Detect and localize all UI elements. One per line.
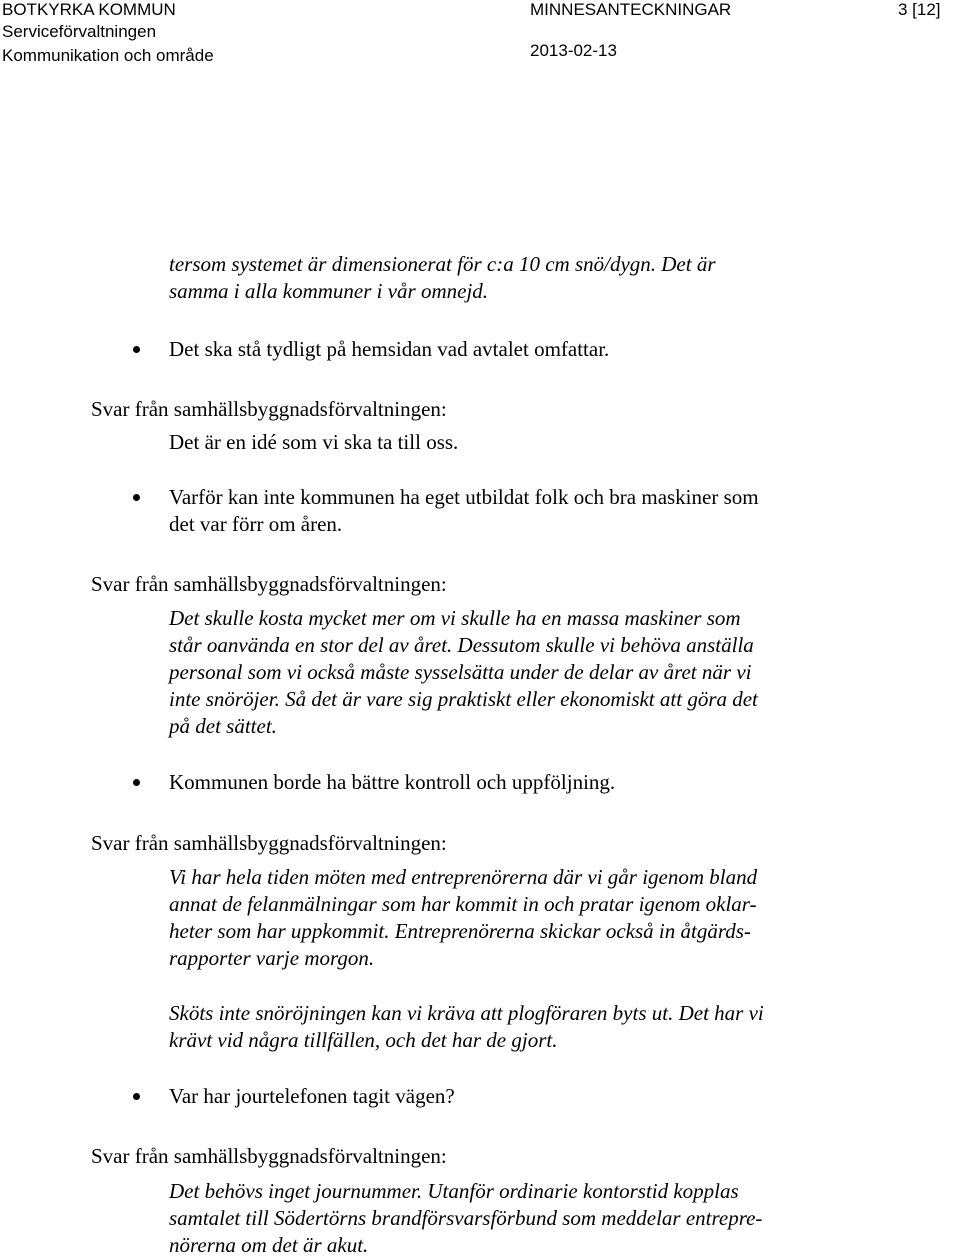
question-1: Det ska stå tydligt på hemsidan vad avtalet omfattar. <box>169 337 610 361</box>
text-line: nörerna om det är akut. <box>169 1233 369 1257</box>
document-date: 2013-02-13 <box>530 41 617 60</box>
text-line: Sköts inte snöröjningen kan vi kräva att plogföraren byts ut. Det har vi <box>169 1001 764 1025</box>
answer-1: Det är en idé som vi ska ta till oss. <box>169 430 459 454</box>
bullet-icon <box>133 346 140 353</box>
response-label-4: Svar från samhällsbyggnadsförvaltningen: <box>91 1144 447 1168</box>
text-line: annat de felanmälningar som har kommit in och pratar igenom oklar- <box>169 892 757 916</box>
text-line: heter som har uppkommit. Entreprenörerna skickar också in åtgärds- <box>169 919 751 943</box>
text-line: Det behövs inget journummer. Utanför ordinarie kontorstid kopplas <box>169 1179 739 1203</box>
bullet-icon <box>133 1093 140 1100</box>
text-line: Vi har hela tiden möten med entreprenörerna där vi går igenom bland <box>169 865 758 889</box>
text-line: samma i alla kommuner i vår omnejd. <box>169 279 489 303</box>
text-line: samtalet till Södertörns brandförsvarsförbund som meddelar entrepre- <box>169 1206 763 1230</box>
org-name: BOTKYRKA KOMMUN <box>2 0 176 19</box>
text-line: Varför kan inte kommunen ha eget utbildat folk och bra maskiner som <box>169 485 759 509</box>
question-4: Var har jourtelefonen tagit vägen? <box>169 1084 455 1108</box>
text-line: inte snöröjer. Så det är vare sig praktiskt eller ekonomiskt att göra det <box>169 687 758 711</box>
text-line: det var förr om åren. <box>169 512 343 536</box>
answer-3 <box>169 864 849 972</box>
response-label-1: Svar från samhällsbyggnadsförvaltningen: <box>91 397 447 421</box>
answer-4 <box>169 1178 849 1259</box>
department-name: Serviceförvaltningen <box>2 22 157 41</box>
page-number: 3 [12] <box>898 0 941 19</box>
answer-2 <box>169 605 849 740</box>
text-line: rapporter varje morgon. <box>169 946 375 970</box>
text-line: står oanvända en stor del av året. Dessutom skulle vi behöva anställa <box>169 633 754 657</box>
response-label-3: Svar från samhällsbyggnadsförvaltningen: <box>91 831 447 855</box>
answer-3-continued <box>169 1000 849 1054</box>
question-2 <box>169 484 849 538</box>
document-type: MINNESANTECKNINGAR <box>530 0 732 19</box>
text-line: Det skulle kosta mycket mer om vi skulle ha en massa maskiner som <box>169 606 741 630</box>
text-line: personal som vi också måste sysselsätta under de delar av året när vi <box>169 660 752 684</box>
text-line: tersom systemet är dimensionerat för c:a 10 cm snö/dygn. Det är <box>169 252 716 276</box>
unit-name: Kommunikation och område <box>2 46 214 65</box>
answer-continued <box>169 251 849 305</box>
bullet-icon <box>133 779 140 786</box>
text-line: krävt vid några tillfällen, och det har de gjort. <box>169 1028 558 1052</box>
question-3: Kommunen borde ha bättre kontroll och uppföljning. <box>169 770 616 794</box>
response-label-2: Svar från samhällsbyggnadsförvaltningen: <box>91 572 447 596</box>
bullet-icon <box>133 494 140 501</box>
text-line: på det sättet. <box>169 714 277 738</box>
